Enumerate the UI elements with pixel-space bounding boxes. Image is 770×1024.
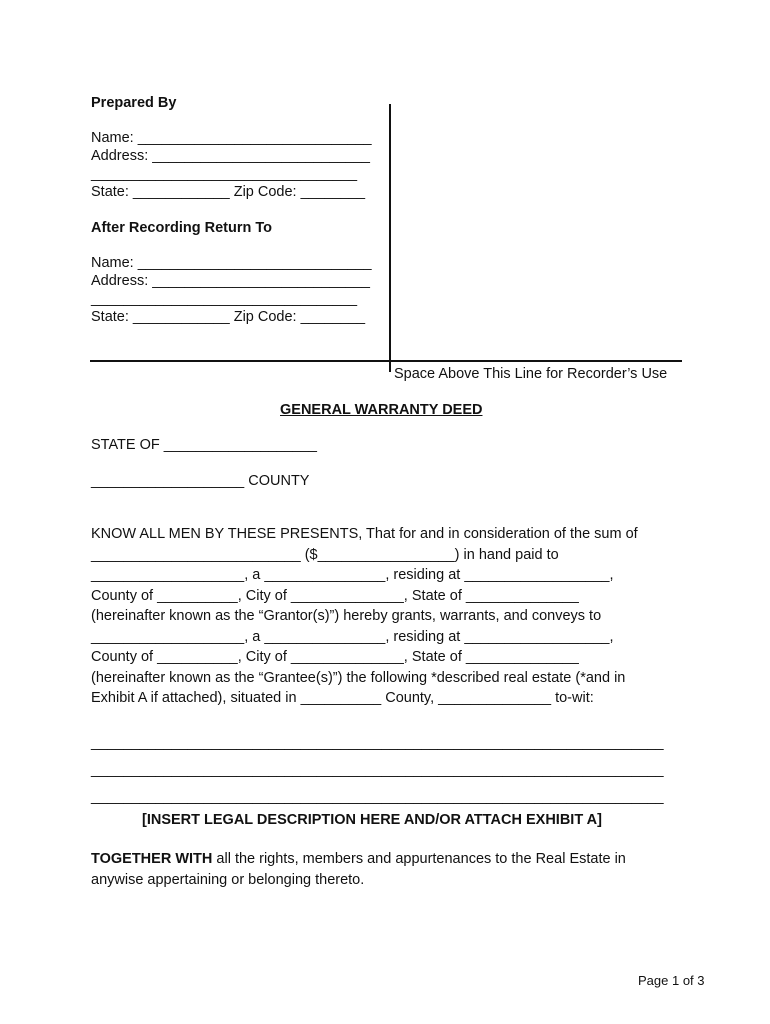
prepared-by-name-field: Name: _____________________________ xyxy=(91,130,372,146)
body-line-5: (hereinafter known as the “Grantor(s)”) hereby grants, warrants, and conveys to xyxy=(91,608,602,624)
body-line-7: County of __________, City of ______________, State of ______________ xyxy=(91,649,579,665)
body-line-4: County of __________, City of ______________, State of ______________ xyxy=(91,588,579,604)
prepared-by-address-field: Address: ___________________________ xyxy=(91,148,370,164)
blank-line-1: _______________________________________________________________________ xyxy=(91,735,664,751)
recorder-divider-vertical xyxy=(389,104,391,372)
page-number: Page 1 of 3 xyxy=(638,973,705,988)
return-to-address-line2: _________________________________ xyxy=(91,291,358,307)
body-line-1: KNOW ALL MEN BY THESE PRESENTS, That for and in consideration of the sum of xyxy=(91,526,638,542)
return-to-address-field: Address: ___________________________ xyxy=(91,273,370,289)
body-line-6: ___________________, a _______________, residing at __________________, xyxy=(91,629,614,645)
recorder-note: Space Above This Line for Recorder’s Use xyxy=(394,366,668,382)
prepared-by-address-line2: _________________________________ xyxy=(91,166,358,182)
body-line-3: ___________________, a _______________, residing at __________________, xyxy=(91,567,614,583)
body-line-8: (hereinafter known as the “Grantee(s)”) the following *described real estate (*and in xyxy=(91,670,626,686)
body-line-9: Exhibit A if attached), situated in __________ County, ______________ to-wit: xyxy=(91,690,594,706)
prepared-by-heading: Prepared By xyxy=(91,95,177,111)
return-to-state-zip: State: ____________ Zip Code: ________ xyxy=(91,309,366,325)
blank-line-2: _______________________________________________________________________ xyxy=(91,762,664,778)
return-to-heading: After Recording Return To xyxy=(91,220,272,236)
blank-line-3: _______________________________________________________________________ xyxy=(91,789,664,805)
together-with-line-2: anywise appertaining or belonging thereto. xyxy=(91,872,365,888)
prepared-by-state-zip: State: ____________ Zip Code: ________ xyxy=(91,184,366,200)
together-with-lead: TOGETHER WITH xyxy=(91,851,213,867)
return-to-name-field: Name: _____________________________ xyxy=(91,255,372,271)
state-of-line: STATE OF ___________________ xyxy=(91,437,317,453)
insert-legal-description-note: [INSERT LEGAL DESCRIPTION HERE AND/OR ATTACH EXHIBIT A] xyxy=(142,812,602,828)
county-line: ___________________ COUNTY xyxy=(91,473,310,489)
document-title: GENERAL WARRANTY DEED xyxy=(280,402,483,418)
together-with-line-1 xyxy=(91,851,626,868)
together-with-text: all the rights, members and appurtenances to the Real Estate in xyxy=(212,851,626,867)
recorder-divider-horizontal xyxy=(90,360,682,362)
body-line-2: __________________________ ($_________________) in hand paid to xyxy=(91,547,559,563)
